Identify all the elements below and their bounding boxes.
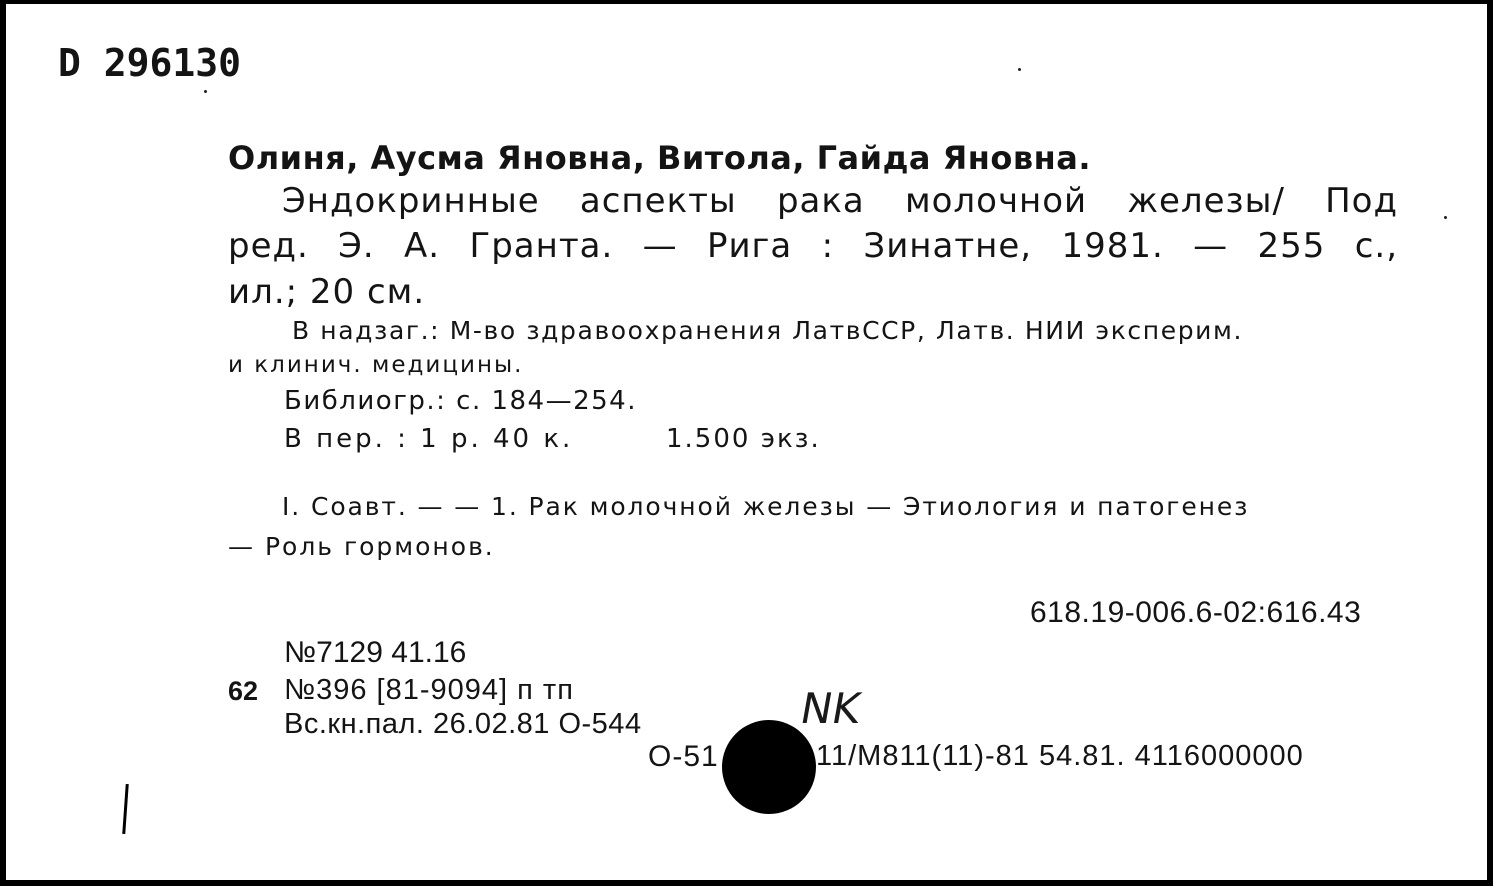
udc-code: 618.19-006.6-02:616.43 <box>1030 596 1362 629</box>
bibliography-note: Библиогр.: с. 184—254. <box>284 386 637 416</box>
title-line-1 <box>282 181 1398 221</box>
note-line-1: В надзаг.: М-во здравоохранения ЛатвССР, Латв. НИИ эксперим. <box>292 316 1244 345</box>
title-line-2 <box>228 226 1398 266</box>
title-word: железы/ <box>1127 181 1285 221</box>
author-heading: Олиня, Аусма Яновна, Витола, Гайда Яновна. <box>228 139 1091 177</box>
speck <box>1018 68 1021 71</box>
title-word: молочной <box>904 181 1088 221</box>
pencil-tick-mark <box>122 784 128 834</box>
order-line-2: №396 [81-9094] п тп <box>284 674 574 706</box>
title-word: А. <box>404 226 441 266</box>
title-word: ред. <box>228 226 309 266</box>
bottom-code-right: 11/М811(11)-81 54.81. 4116000000 <box>816 740 1304 772</box>
title-word: Под <box>1325 181 1398 221</box>
order-prefix: 62 <box>228 676 259 706</box>
title-word: Рига <box>706 226 793 266</box>
order-line-3: Вс.кн.пал. 26.02.81 О-544 <box>284 708 642 740</box>
price-note: В пер. : 1 р. 40 к. <box>284 424 574 454</box>
title-word: 255 <box>1257 226 1326 266</box>
title-word: Эндокринные <box>282 181 540 221</box>
title-word: Гранта. <box>469 226 614 266</box>
title-word: : <box>821 226 835 266</box>
punch-hole <box>722 720 816 814</box>
catalog-card <box>6 4 1487 880</box>
subject-line-1: I. Соавт. — — 1. Рак молочной железы — Этиология и патогенез <box>282 492 1250 521</box>
title-word: с., <box>1354 226 1398 266</box>
speck <box>204 90 207 93</box>
title-word: Э. <box>338 226 375 266</box>
speck <box>1444 216 1447 219</box>
title-line-3: ил.; 20 см. <box>228 272 426 312</box>
order-line-1: №7129 41.16 <box>284 636 467 669</box>
pencil-mark: NK <box>796 684 865 733</box>
title-word: рака <box>776 181 865 221</box>
card-number: D 296130 <box>58 41 242 85</box>
note-line-2: и клинич. медицины. <box>228 352 524 378</box>
bottom-code-left: О-51 <box>648 740 719 773</box>
subject-line-2: — Роль гормонов. <box>228 532 495 561</box>
title-word: — <box>642 226 678 266</box>
print-run: 1.500 экз. <box>666 424 821 454</box>
title-word: — <box>1193 226 1229 266</box>
title-word: Зинатне, <box>863 226 1033 266</box>
title-word: аспекты <box>579 181 737 221</box>
title-word: 1981. <box>1061 226 1164 266</box>
